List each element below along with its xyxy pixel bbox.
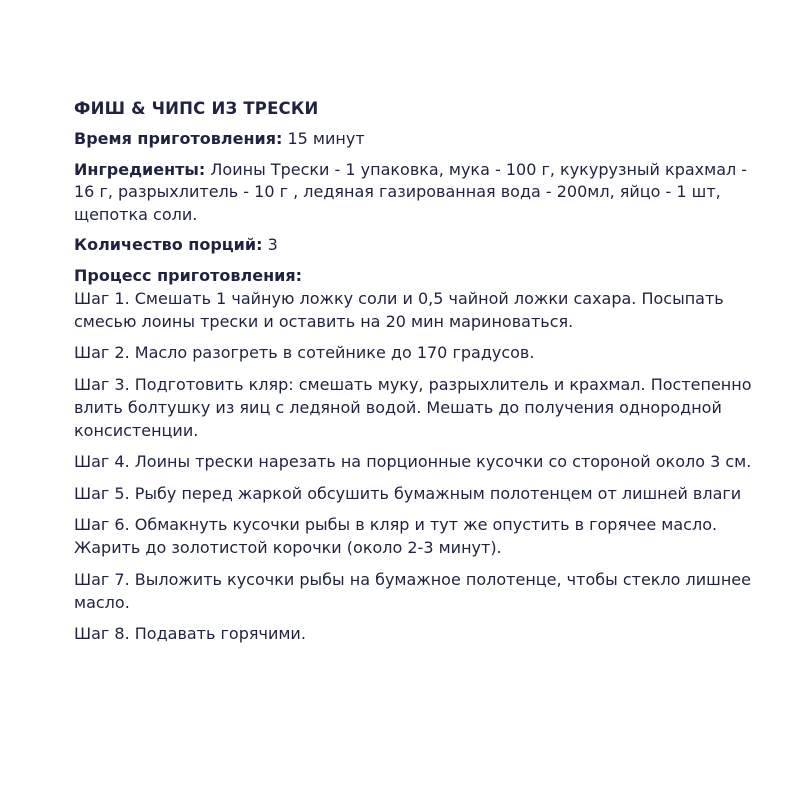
- step-3: Шаг 3. Подготовить кляр: смешать муку, разрыхлитель и крахмал. Постепенно влить болтушку из яиц с ледяной водой. Мешать до получения однородной консистенции.: [74, 374, 752, 440]
- ingredients-value: Лоины Трески - 1 упаковка, мука - 100 г, кукурузный крахмал - 16 г, разрыхлитель - 10 г , ледяная газированная вода - 200мл, яйцо - 1 шт, щепотка соли.: [74, 159, 748, 224]
- steps-list: [74, 287, 754, 646]
- step-2: Шаг 2. Масло разогреть в сотейнике до 170 градусов.: [74, 343, 535, 362]
- recipe-content: [74, 98, 754, 654]
- step-4: Шаг 4. Лоины трески нарезать на порционные кусочки со стороной около 3 см.: [74, 452, 752, 471]
- servings: [74, 234, 754, 257]
- step-8: Шаг 8. Подавать горячими.: [74, 624, 306, 643]
- step-5: Шаг 5. Рыбу перед жаркой обсушить бумажным полотенцем от лишней влаги: [74, 483, 742, 503]
- step-7: Шаг 7. Выложить кусочки рыбы на бумажное полотенце, чтобы стекло лишнее масло.: [74, 569, 751, 612]
- step-6: Шаг 6. Обмакнуть кусочки рыбы в кляр и тут же опустить в горячее масло. Жарить до золотистой корочки (около 2-3 минут).: [74, 515, 718, 557]
- step-1: Шаг 1. Смешать 1 чайную ложку соли и 0,5 чайной ложки сахара. Посыпать смесью лоины трески и оставить на 20 мин мариноваться.: [74, 288, 724, 331]
- process-label: Процесс приготовления:: [74, 265, 303, 285]
- ingredients-label: Ингредиенты:: [74, 159, 206, 179]
- cooking-time-value: 15 минут: [287, 129, 365, 148]
- servings-label: Количество порций:: [74, 235, 263, 254]
- cooking-time: [74, 128, 754, 151]
- recipe-title: ФИШ & ЧИПС ИЗ ТРЕСКИ: [74, 99, 319, 118]
- cooking-time-label: Время приготовления:: [74, 129, 283, 148]
- ingredients: [74, 159, 754, 227]
- servings-value: 3: [267, 235, 278, 254]
